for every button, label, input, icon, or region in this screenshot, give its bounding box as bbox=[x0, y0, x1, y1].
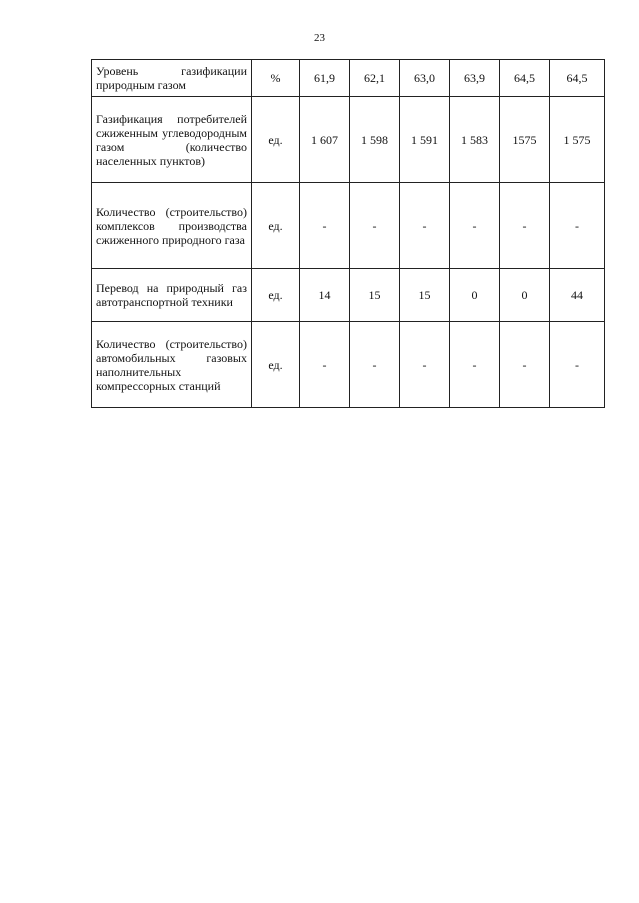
table-row bbox=[92, 97, 605, 183]
table-row bbox=[92, 183, 605, 269]
row-value: 63,0 bbox=[400, 60, 450, 97]
row-value: 0 bbox=[500, 269, 550, 322]
table-row bbox=[92, 269, 605, 322]
row-value: - bbox=[500, 183, 550, 269]
row-unit: ед. bbox=[252, 269, 300, 322]
row-value: 64,5 bbox=[550, 60, 605, 97]
row-unit: ед. bbox=[252, 97, 300, 183]
row-unit: ед. bbox=[252, 322, 300, 408]
row-value: - bbox=[350, 183, 400, 269]
row-value: 1 575 bbox=[550, 97, 605, 183]
table-row bbox=[92, 322, 605, 408]
row-label: Количество (строительство) комплексов производства сжиженного природного газа bbox=[92, 183, 252, 269]
row-value: - bbox=[300, 322, 350, 408]
row-value: 15 bbox=[400, 269, 450, 322]
row-value: - bbox=[550, 322, 605, 408]
row-label: Количество (строительство) автомобильных газовых наполнительных компрессорных станций bbox=[92, 322, 252, 408]
row-value: - bbox=[400, 322, 450, 408]
row-label: Перевод на природный газ автотранспортной техники bbox=[92, 269, 252, 322]
row-value: 1 598 bbox=[350, 97, 400, 183]
row-label: Газификация потребителей сжиженным углеводородным газом (количество населенных пунктов) bbox=[92, 97, 252, 183]
row-value: 14 bbox=[300, 269, 350, 322]
row-value: 15 bbox=[350, 269, 400, 322]
row-value: - bbox=[400, 183, 450, 269]
row-label: Уровень газификации природным газом bbox=[92, 60, 252, 97]
row-value: 1 591 bbox=[400, 97, 450, 183]
row-value: 1 607 bbox=[300, 97, 350, 183]
row-value: - bbox=[300, 183, 350, 269]
row-value: 44 bbox=[550, 269, 605, 322]
row-value: 63,9 bbox=[450, 60, 500, 97]
row-value: 0 bbox=[450, 269, 500, 322]
row-value: - bbox=[550, 183, 605, 269]
row-value: 61,9 bbox=[300, 60, 350, 97]
row-value: 64,5 bbox=[500, 60, 550, 97]
row-unit: ед. bbox=[252, 183, 300, 269]
row-value: - bbox=[350, 322, 400, 408]
row-value: 62,1 bbox=[350, 60, 400, 97]
row-value: 1 583 bbox=[450, 97, 500, 183]
row-unit: % bbox=[252, 60, 300, 97]
row-value: 1575 bbox=[500, 97, 550, 183]
row-value: - bbox=[500, 322, 550, 408]
table-row bbox=[92, 60, 605, 97]
page-number: 23 bbox=[314, 32, 325, 44]
row-value: - bbox=[450, 322, 500, 408]
row-value: - bbox=[450, 183, 500, 269]
indicators-table bbox=[91, 59, 605, 408]
